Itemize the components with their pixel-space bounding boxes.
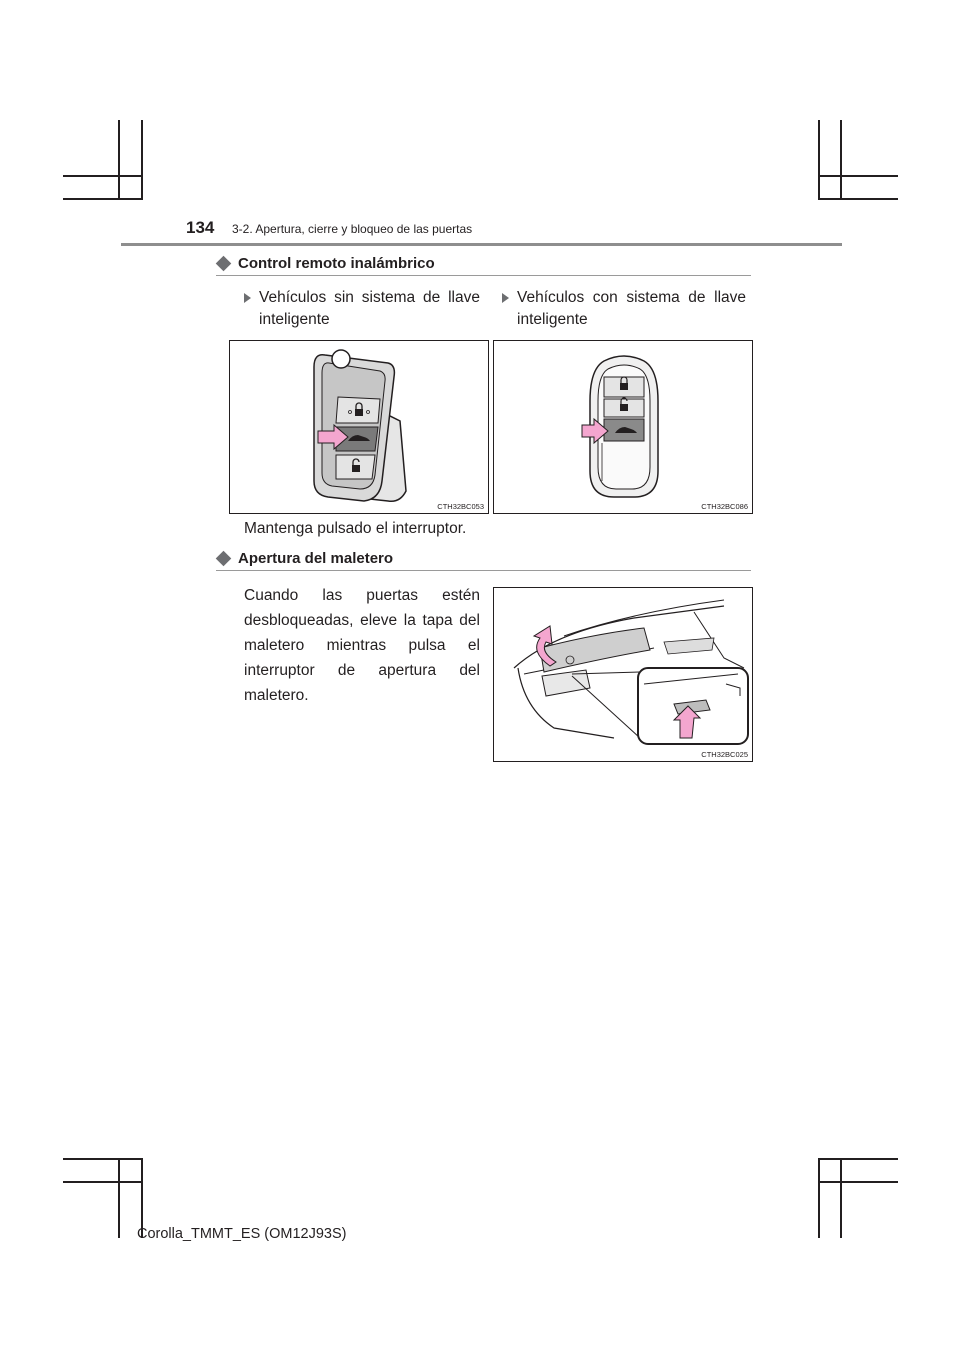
triangle-bullet-icon <box>244 293 251 303</box>
diamond-bullet-icon <box>216 551 232 567</box>
flip-key-illustration <box>230 341 488 513</box>
running-head: 3-2. Apertura, cierre y bloqueo de las puertas <box>232 222 473 236</box>
trunk-illustration <box>494 588 752 761</box>
trunk-body-text: Cuando las puertas estén desbloqueadas, eleve la tapa del maletero mientras pulsa el interruptor de apertura del maletero. <box>244 587 480 704</box>
smart-key-illustration <box>494 341 752 513</box>
header-rule <box>121 243 842 246</box>
heading-rule <box>216 275 751 276</box>
figure-trunk <box>493 587 753 762</box>
figure-smart-key <box>493 340 753 514</box>
instruction-text: Mantenga pulsado el interruptor. <box>244 520 467 537</box>
section-heading-trunk <box>216 550 393 567</box>
figure-code: CTH32BC053 <box>437 502 484 511</box>
heading-rule <box>216 570 751 571</box>
column-heading-left: Vehículos sin sistema de llave inteligente <box>244 287 480 331</box>
page-number: 134 <box>186 218 215 237</box>
section-title: Control remoto inalámbrico <box>238 255 435 272</box>
figure-code: CTH32BC025 <box>701 750 748 759</box>
column-heading-right: Vehículos con sistema de llave inteligente <box>502 287 746 331</box>
section-title: Apertura del maletero <box>238 550 394 567</box>
diamond-bullet-icon <box>216 256 232 272</box>
figure-code: CTH32BC086 <box>701 502 748 511</box>
footer-text: Corolla_TMMT_ES (OM12J93S) <box>137 1226 347 1242</box>
triangle-bullet-icon <box>502 293 509 303</box>
section-heading-remote <box>216 255 435 272</box>
figure-flip-key <box>229 340 489 514</box>
